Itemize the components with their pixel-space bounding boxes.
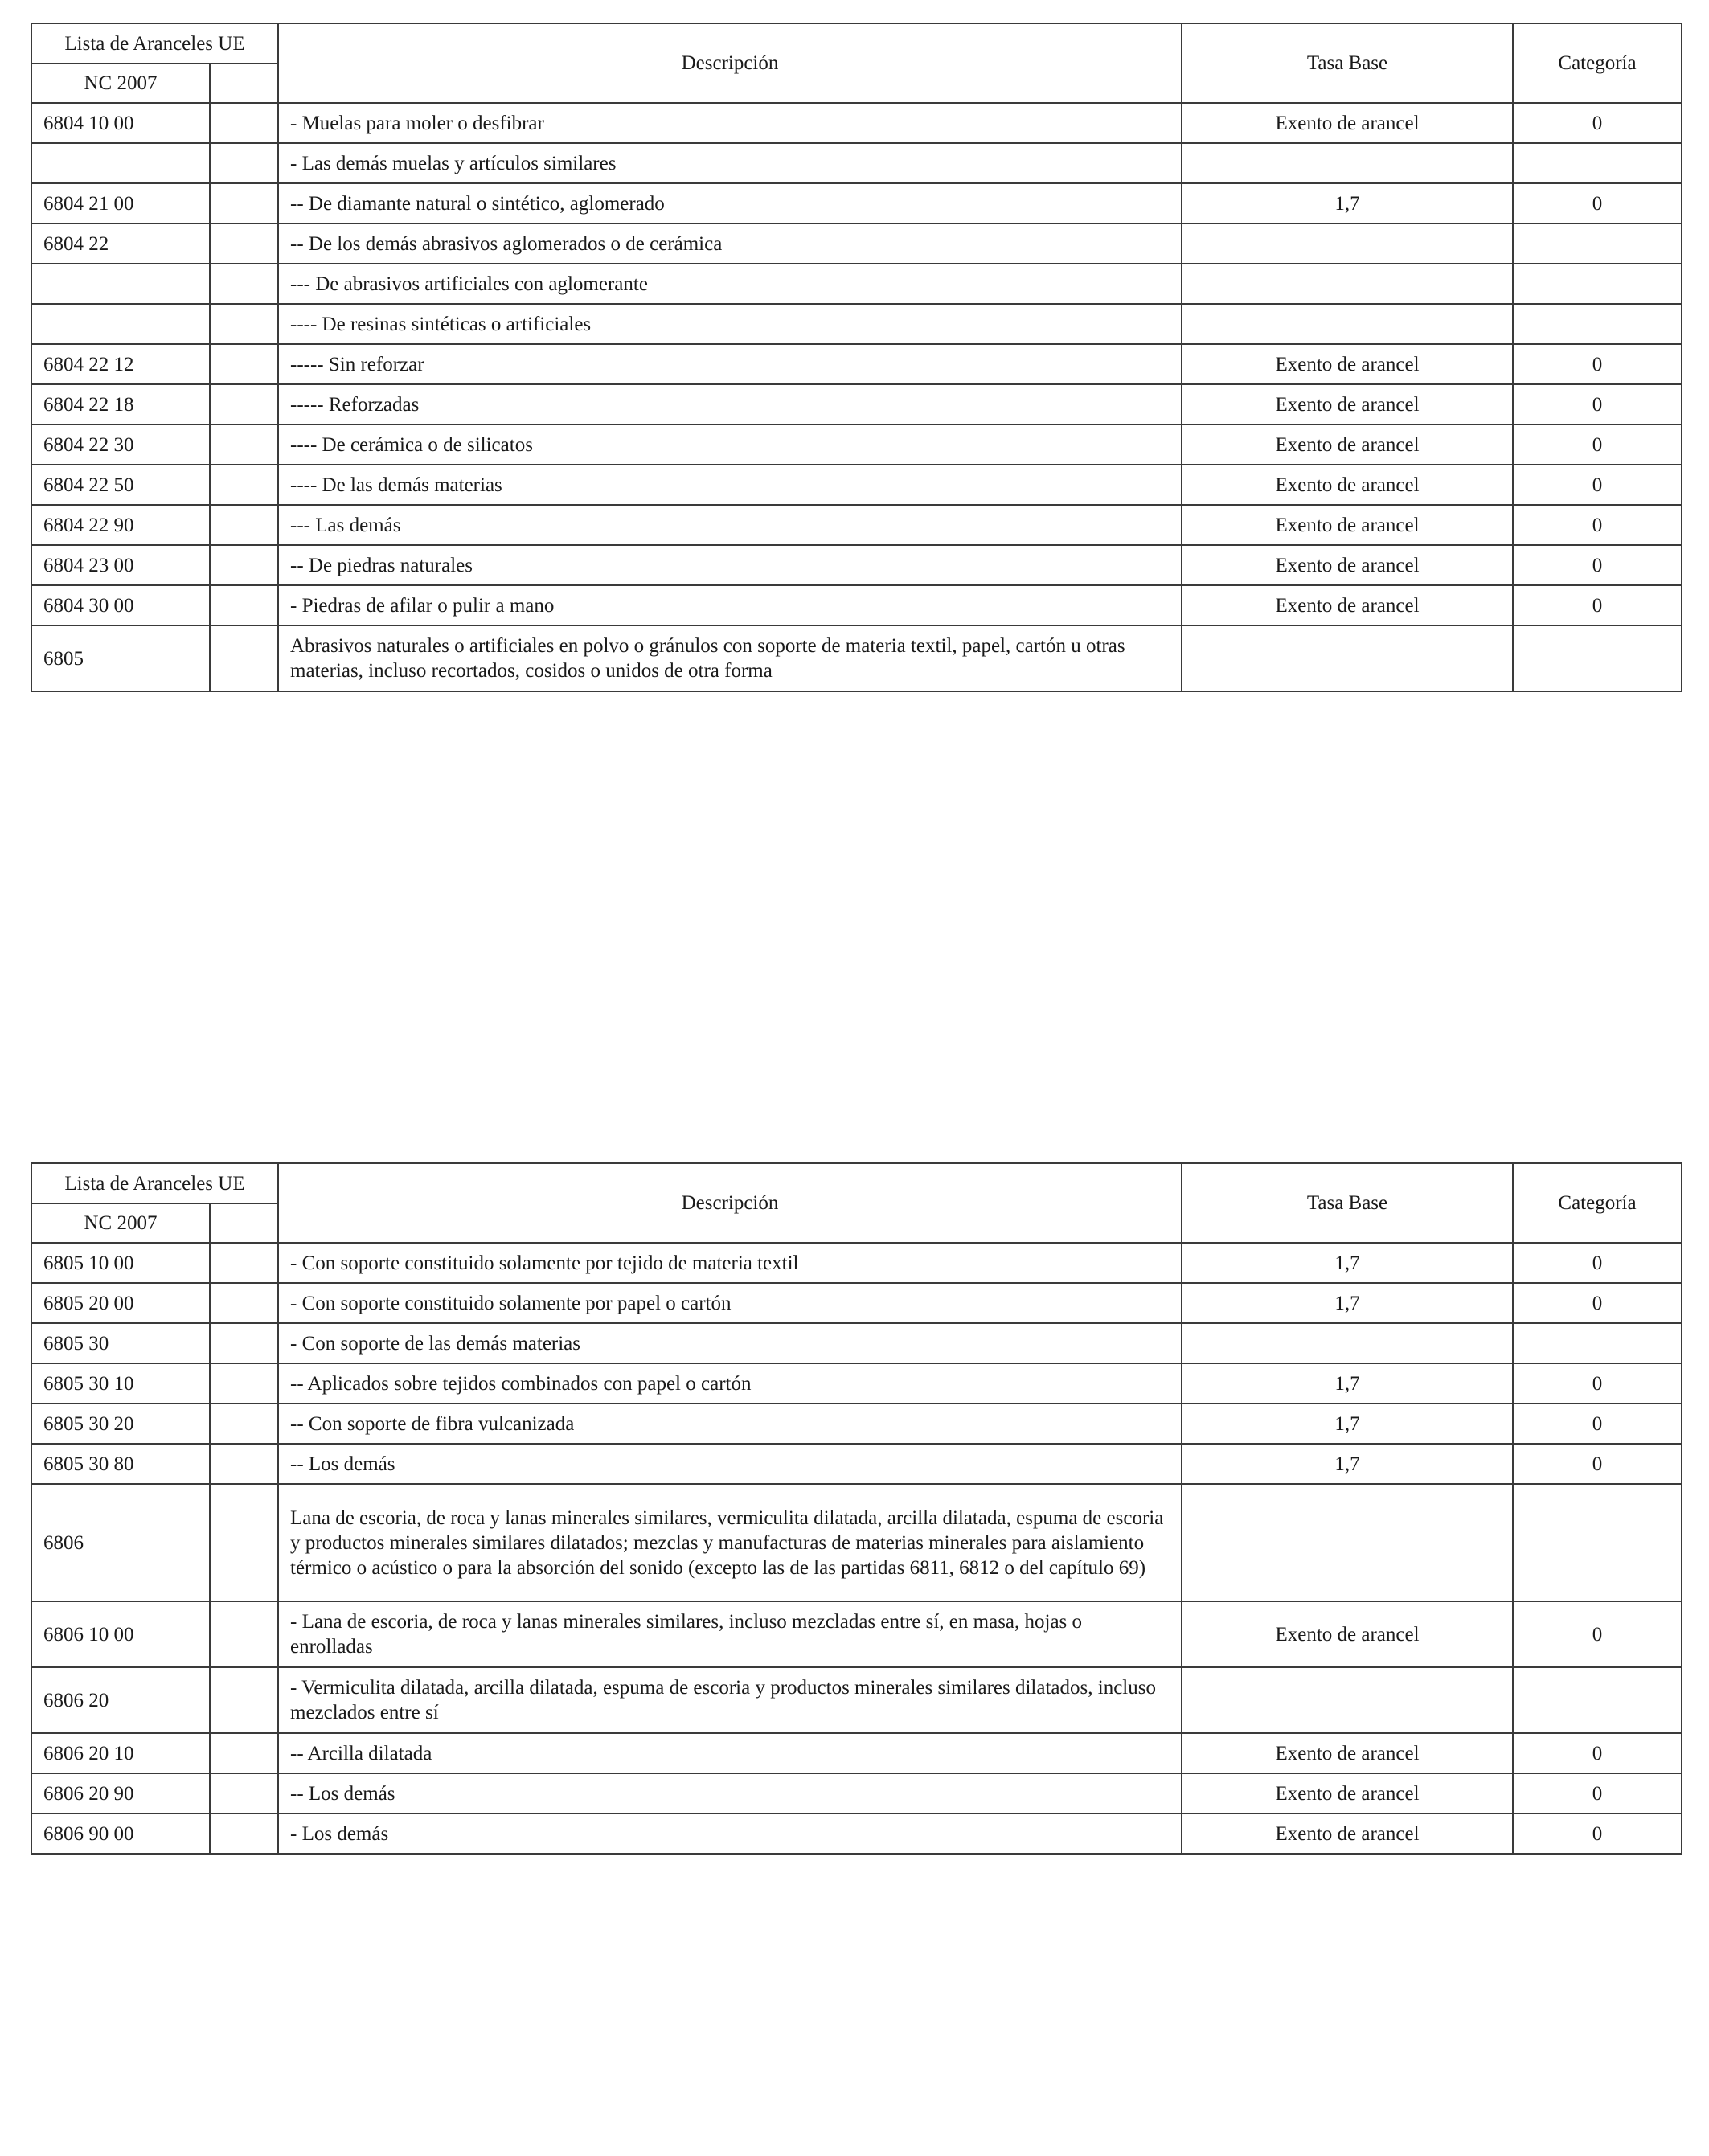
blank-cell	[210, 1733, 278, 1773]
categoria-cell: 0	[1513, 384, 1682, 424]
categoria-cell: 0	[1513, 1243, 1682, 1283]
tasa-base-cell: 1,7	[1182, 183, 1513, 223]
description-cell: -- Los demás	[278, 1773, 1182, 1814]
table-row	[31, 183, 1682, 223]
nc-code-cell: 6805 20 00	[31, 1283, 210, 1323]
description-cell: - Con soporte de las demás materias	[278, 1323, 1182, 1363]
blank-cell	[210, 1243, 278, 1283]
description-cell: - Muelas para moler o desfibrar	[278, 103, 1182, 143]
categoria-cell	[1513, 304, 1682, 344]
table-row	[31, 545, 1682, 585]
tasa-base-cell	[1182, 304, 1513, 344]
table-row	[31, 424, 1682, 465]
blank-cell	[210, 1601, 278, 1667]
nc-code-cell: 6805	[31, 625, 210, 691]
categoria-cell: 0	[1513, 1404, 1682, 1444]
tasa-base-cell: Exento de arancel	[1182, 1814, 1513, 1854]
blank-cell	[210, 1444, 278, 1484]
nc-code-cell: 6805 30 80	[31, 1444, 210, 1484]
categoria-cell: 0	[1513, 1773, 1682, 1814]
blank-cell	[210, 304, 278, 344]
nc-code-cell: 6805 30 20	[31, 1404, 210, 1444]
table-row	[31, 1601, 1682, 1667]
blank-cell	[210, 223, 278, 264]
nc-code-cell	[31, 304, 210, 344]
tasa-base-cell: 1,7	[1182, 1283, 1513, 1323]
description-cell: - Lana de escoria, de roca y lanas minerales similares, incluso mezcladas entre sí, en masa, hojas o enrolladas	[278, 1601, 1182, 1667]
table-row	[31, 1773, 1682, 1814]
blank-cell	[210, 1484, 278, 1601]
blank-cell	[210, 505, 278, 545]
table-row	[31, 103, 1682, 143]
header-nc: NC 2007	[31, 1203, 210, 1243]
description-cell: -- Aplicados sobre tejidos combinados con papel o cartón	[278, 1363, 1182, 1404]
tasa-base-cell	[1182, 143, 1513, 183]
table-row	[31, 1444, 1682, 1484]
nc-code-cell: 6804 22 30	[31, 424, 210, 465]
blank-cell	[210, 585, 278, 625]
tasa-base-cell: Exento de arancel	[1182, 545, 1513, 585]
table-row	[31, 1283, 1682, 1323]
nc-code-cell	[31, 143, 210, 183]
tasa-base-cell: 1,7	[1182, 1243, 1513, 1283]
description-cell: - Los demás	[278, 1814, 1182, 1854]
blank-cell	[210, 103, 278, 143]
nc-code-cell: 6804 30 00	[31, 585, 210, 625]
description-cell: ----- Sin reforzar	[278, 344, 1182, 384]
description-cell: -- De diamante natural o sintético, aglomerado	[278, 183, 1182, 223]
blank-cell	[210, 384, 278, 424]
tasa-base-cell: Exento de arancel	[1182, 505, 1513, 545]
tasa-base-cell: 1,7	[1182, 1444, 1513, 1484]
header-descripcion: Descripción	[278, 23, 1182, 103]
categoria-cell: 0	[1513, 465, 1682, 505]
blank-cell	[210, 1283, 278, 1323]
nc-code-cell: 6804 22 12	[31, 344, 210, 384]
nc-code-cell: 6806 20	[31, 1667, 210, 1733]
table-row	[31, 1243, 1682, 1283]
description-cell: - Piedras de afilar o pulir a mano	[278, 585, 1182, 625]
header-lista: Lista de Aranceles UE	[31, 23, 278, 64]
table-row	[31, 1323, 1682, 1363]
description-cell: - Con soporte constituido solamente por tejido de materia textil	[278, 1243, 1182, 1283]
tariff-table-1	[31, 23, 1682, 692]
table-row	[31, 1363, 1682, 1404]
blank-cell	[210, 1773, 278, 1814]
description-cell: ---- De las demás materias	[278, 465, 1182, 505]
description-cell: -- Arcilla dilatada	[278, 1733, 1182, 1773]
table-row	[31, 1733, 1682, 1773]
header-row	[31, 23, 1682, 64]
header-tasa: Tasa Base	[1182, 1163, 1513, 1243]
blank-cell	[210, 465, 278, 505]
categoria-cell	[1513, 1323, 1682, 1363]
description-cell: -- De piedras naturales	[278, 545, 1182, 585]
header-nc: NC 2007	[31, 64, 210, 103]
tasa-base-cell: 1,7	[1182, 1363, 1513, 1404]
categoria-cell: 0	[1513, 1733, 1682, 1773]
blank-cell	[210, 424, 278, 465]
table-row	[31, 465, 1682, 505]
nc-code-cell: 6804 22 90	[31, 505, 210, 545]
categoria-cell	[1513, 223, 1682, 264]
blank-cell	[210, 344, 278, 384]
categoria-cell: 0	[1513, 585, 1682, 625]
categoria-cell: 0	[1513, 183, 1682, 223]
categoria-cell: 0	[1513, 1601, 1682, 1667]
blank-cell	[210, 1667, 278, 1733]
header-descripcion: Descripción	[278, 1163, 1182, 1243]
tasa-base-cell: Exento de arancel	[1182, 1733, 1513, 1773]
nc-code-cell: 6804 23 00	[31, 545, 210, 585]
nc-code-cell: 6804 21 00	[31, 183, 210, 223]
categoria-cell	[1513, 143, 1682, 183]
tasa-base-cell: Exento de arancel	[1182, 1601, 1513, 1667]
categoria-cell: 0	[1513, 424, 1682, 465]
categoria-cell: 0	[1513, 1444, 1682, 1484]
header-blank-cell	[210, 1203, 278, 1243]
table-row	[31, 264, 1682, 304]
description-cell: - Las demás muelas y artículos similares	[278, 143, 1182, 183]
tasa-base-cell: 1,7	[1182, 1404, 1513, 1444]
categoria-cell: 0	[1513, 1283, 1682, 1323]
header-row	[31, 1163, 1682, 1203]
description-cell: - Vermiculita dilatada, arcilla dilatada, espuma de escoria y productos minerales similares dilatados, incluso mezclados entre sí	[278, 1667, 1182, 1733]
nc-code-cell: 6805 10 00	[31, 1243, 210, 1283]
description-cell: --- Las demás	[278, 505, 1182, 545]
nc-code-cell: 6804 22 18	[31, 384, 210, 424]
categoria-cell: 0	[1513, 1814, 1682, 1854]
categoria-cell	[1513, 1667, 1682, 1733]
description-cell: - Con soporte constituido solamente por papel o cartón	[278, 1283, 1182, 1323]
table-row	[31, 143, 1682, 183]
table-row	[31, 1667, 1682, 1733]
description-cell: -- Con soporte de fibra vulcanizada	[278, 1404, 1182, 1444]
tasa-base-cell	[1182, 264, 1513, 304]
tasa-base-cell: Exento de arancel	[1182, 585, 1513, 625]
blank-cell	[210, 1363, 278, 1404]
blank-cell	[210, 143, 278, 183]
description-cell: Lana de escoria, de roca y lanas minerales similares, vermiculita dilatada, arcilla dilatada, espuma de escoria y productos minerales similares dilatados; mezclas y manufacturas de materias minerales para aislamiento térmico o acústico o para la absorción del sonido (excepto las de las partidas 6811, 6812 o del capítulo 69)	[278, 1484, 1182, 1601]
tasa-base-cell: Exento de arancel	[1182, 344, 1513, 384]
nc-code-cell: 6805 30 10	[31, 1363, 210, 1404]
categoria-cell: 0	[1513, 103, 1682, 143]
description-cell: Abrasivos naturales o artificiales en polvo o gránulos con soporte de materia textil, papel, cartón u otras materias, incluso recortados, cosidos o unidos de otra forma	[278, 625, 1182, 691]
categoria-cell	[1513, 1484, 1682, 1601]
blank-cell	[210, 545, 278, 585]
description-cell: ----- Reforzadas	[278, 384, 1182, 424]
nc-code-cell: 6806 20 90	[31, 1773, 210, 1814]
blank-cell	[210, 183, 278, 223]
tasa-base-cell: Exento de arancel	[1182, 1773, 1513, 1814]
description-cell: -- De los demás abrasivos aglomerados o de cerámica	[278, 223, 1182, 264]
table-row	[31, 585, 1682, 625]
nc-code-cell	[31, 264, 210, 304]
tasa-base-cell	[1182, 625, 1513, 691]
tariff-table-2	[31, 1162, 1682, 1855]
nc-code-cell: 6804 10 00	[31, 103, 210, 143]
tariff-table-2-body	[31, 1163, 1682, 1854]
blank-cell	[210, 625, 278, 691]
description-cell: --- De abrasivos artificiales con aglomerante	[278, 264, 1182, 304]
tasa-base-cell	[1182, 1667, 1513, 1733]
blank-cell	[210, 1814, 278, 1854]
header-blank-cell	[210, 64, 278, 103]
tasa-base-cell	[1182, 1484, 1513, 1601]
table-row	[31, 505, 1682, 545]
description-cell: ---- De resinas sintéticas o artificiales	[278, 304, 1182, 344]
tasa-base-cell: Exento de arancel	[1182, 103, 1513, 143]
blank-cell	[210, 1404, 278, 1444]
categoria-cell: 0	[1513, 505, 1682, 545]
nc-code-cell: 6806 90 00	[31, 1814, 210, 1854]
nc-code-cell: 6806 20 10	[31, 1733, 210, 1773]
categoria-cell: 0	[1513, 1363, 1682, 1404]
tasa-base-cell: Exento de arancel	[1182, 384, 1513, 424]
blank-cell	[210, 1323, 278, 1363]
header-categoria: Categoría	[1513, 1163, 1682, 1243]
description-cell: ---- De cerámica o de silicatos	[278, 424, 1182, 465]
tasa-base-cell	[1182, 223, 1513, 264]
tasa-base-cell	[1182, 1323, 1513, 1363]
table-row	[31, 625, 1682, 691]
nc-code-cell: 6804 22	[31, 223, 210, 264]
table-row	[31, 344, 1682, 384]
nc-code-cell: 6804 22 50	[31, 465, 210, 505]
header-tasa: Tasa Base	[1182, 23, 1513, 103]
table-row	[31, 223, 1682, 264]
tariff-table-1-body	[31, 23, 1682, 691]
table-row	[31, 1814, 1682, 1854]
header-lista: Lista de Aranceles UE	[31, 1163, 278, 1203]
table-row	[31, 1484, 1682, 1601]
categoria-cell: 0	[1513, 344, 1682, 384]
categoria-cell	[1513, 625, 1682, 691]
categoria-cell	[1513, 264, 1682, 304]
blank-cell	[210, 264, 278, 304]
nc-code-cell: 6806	[31, 1484, 210, 1601]
tasa-base-cell: Exento de arancel	[1182, 424, 1513, 465]
table-row	[31, 384, 1682, 424]
nc-code-cell: 6805 30	[31, 1323, 210, 1363]
table-row	[31, 304, 1682, 344]
categoria-cell: 0	[1513, 545, 1682, 585]
tasa-base-cell: Exento de arancel	[1182, 465, 1513, 505]
table-row	[31, 1404, 1682, 1444]
nc-code-cell: 6806 10 00	[31, 1601, 210, 1667]
description-cell: -- Los demás	[278, 1444, 1182, 1484]
header-categoria: Categoría	[1513, 23, 1682, 103]
